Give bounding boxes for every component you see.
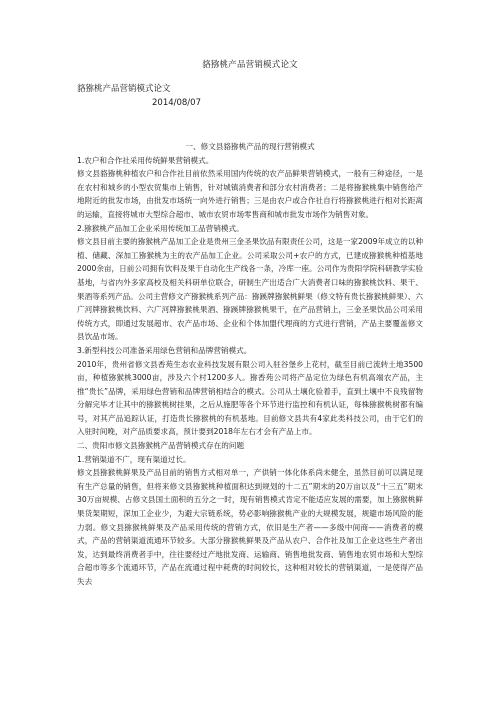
body-paragraph: 修文县目前主要的猕猴桃产品加工企业是贵州三金圣果饮品有限责任公司，这是一家2009年成立的以种植、储藏、深加工猕猴桃为主的农产品加工企业。公司采取公司+农户的方式，已建成猕猴桃种植基地2000余亩，日前公司拥有饮料及果干自动化生产线各一条，冷库一座。公司作为贵阳学院科研教学实验基地，与省内外多家高校及相关科研单位联合，研制生产出适合广大消费者口味的猕猴桃饮料、果干、果酒等系列产品。公司主营修文产猕猴桃系列产品：猕蹊牌猕猴桃鲜果（修文特有贵长猕猴桃鲜果）、六广河牌猕猴桃饮料、六广河牌猕猴桃果酒、猕蹊牌猕猴桃果干，在产品营销上，三金圣果饮品公司采用传统方式，即通过发展超市、农产品市场、企业和个体加盟代理商的方式进行营销，产品主要覆盖修文县饮品市场。 <box>77 237 423 342</box>
document-body <box>77 140 423 589</box>
subsection-heading: 1.农户和合作社采用传统鲜果营销模式。 <box>77 155 214 165</box>
document-title: 貉猕桃产品营销模式论文 <box>202 60 298 70</box>
subsection-heading: 2.猕猴桃产品加工企业采用传统加工品营销模式。 <box>77 223 244 233</box>
body-paragraph: 修文县貉猕桃种植农户和合作社目前依然采用国内传统的农产品鲜果营销模式，一般有三种途径，一是在农村和城乡的小型农贸集市上销售，针对城镇消费者和部分农村消费者；二是将猕猴桃集中销售给产地附近的批发市场，由批发市场统一向外进行销售；三是由农户或合作社自行将猕猴桃进行相对长距离的运输，直接将城市大型综合超市、城市农贸市场零售商和城市批发市场作为销售对象。 <box>77 169 423 219</box>
document-date: 2014/08/07 <box>152 98 201 108</box>
subsection-heading: 3.新型科技公司准备采用绿色营销和品牌营销模式。 <box>77 345 252 355</box>
body-paragraph: 修文县猕猴桃鲜果及产品目前的销售方式相对单一，产供销一体化体系尚未健全，虽然目前可以满足现有生产总量的销售，但将来修文县猕猴桃种植面积达到规划的十二五”期末的20万亩以及“十三五”期末30万亩规模、占修文县国土面积的五分之一时，现有销售模式肯定不能适应发展的需要，加上猕猴桃鲜果货架期短，深加工企业少，为避大宗链系统，势必影响猕猴桃产业的大规模发展，规避市场风险的能力弱。修文县猕猴桃鲜果及产品采用传统的营销方式，依旧是生产者——多级中间商——消费者的模式，产品的营销渠道流通环节较多。大部分猕猴桃鲜果及产品从农户、合作社及加工企业这些生产者出发，达到最终消费者手中，往往要经过产地批发商、运输商、销售地批发商、销售地农贸市场和大型综合超市等多个流通环节，产品在流通过程中耗费的时间较长，这种相对较长的营销渠道，一是使得产品失去 <box>77 468 423 586</box>
section-heading: 二、贵阳市修文县猕猴桃产品营销模式存在的问题 <box>77 441 245 451</box>
subsection-heading: 1.营销渠道不广，现有渠道过长。 <box>77 454 191 464</box>
body-paragraph: 2010年，贵州省修文县香苑生态农业科技发展有限公司入驻谷堡乡上花村，截至目前已流转土地3500亩，种植猕猴桃3000亩，涉及六个村1200多人。猕香苑公司将产品定位为绿色有机高端农产品，主推“贵长”品牌，采用绿色营销和品牌营销相结合的模式。公司从土壤化验着手，直到土壤中不良残留物分解完毕才让其中的猕猴桃树挂果，之后从施肥等各个环节进行监控和有机认证，每株猕猴桃树都有编号，对其产品追踪认证，打造贵长猕猴桃的有机基地。目前修文县共有4家此类科技公司，由于它们的入驻时间晚，对产品质要求高，预计要到2018年左右才会有产品上市。 <box>77 359 423 437</box>
section-heading: 一、修文县貉猕桃产品的现行营销模式 <box>185 142 315 151</box>
document-subtitle: 貉猕桃产品营销模式论文 <box>77 84 171 94</box>
